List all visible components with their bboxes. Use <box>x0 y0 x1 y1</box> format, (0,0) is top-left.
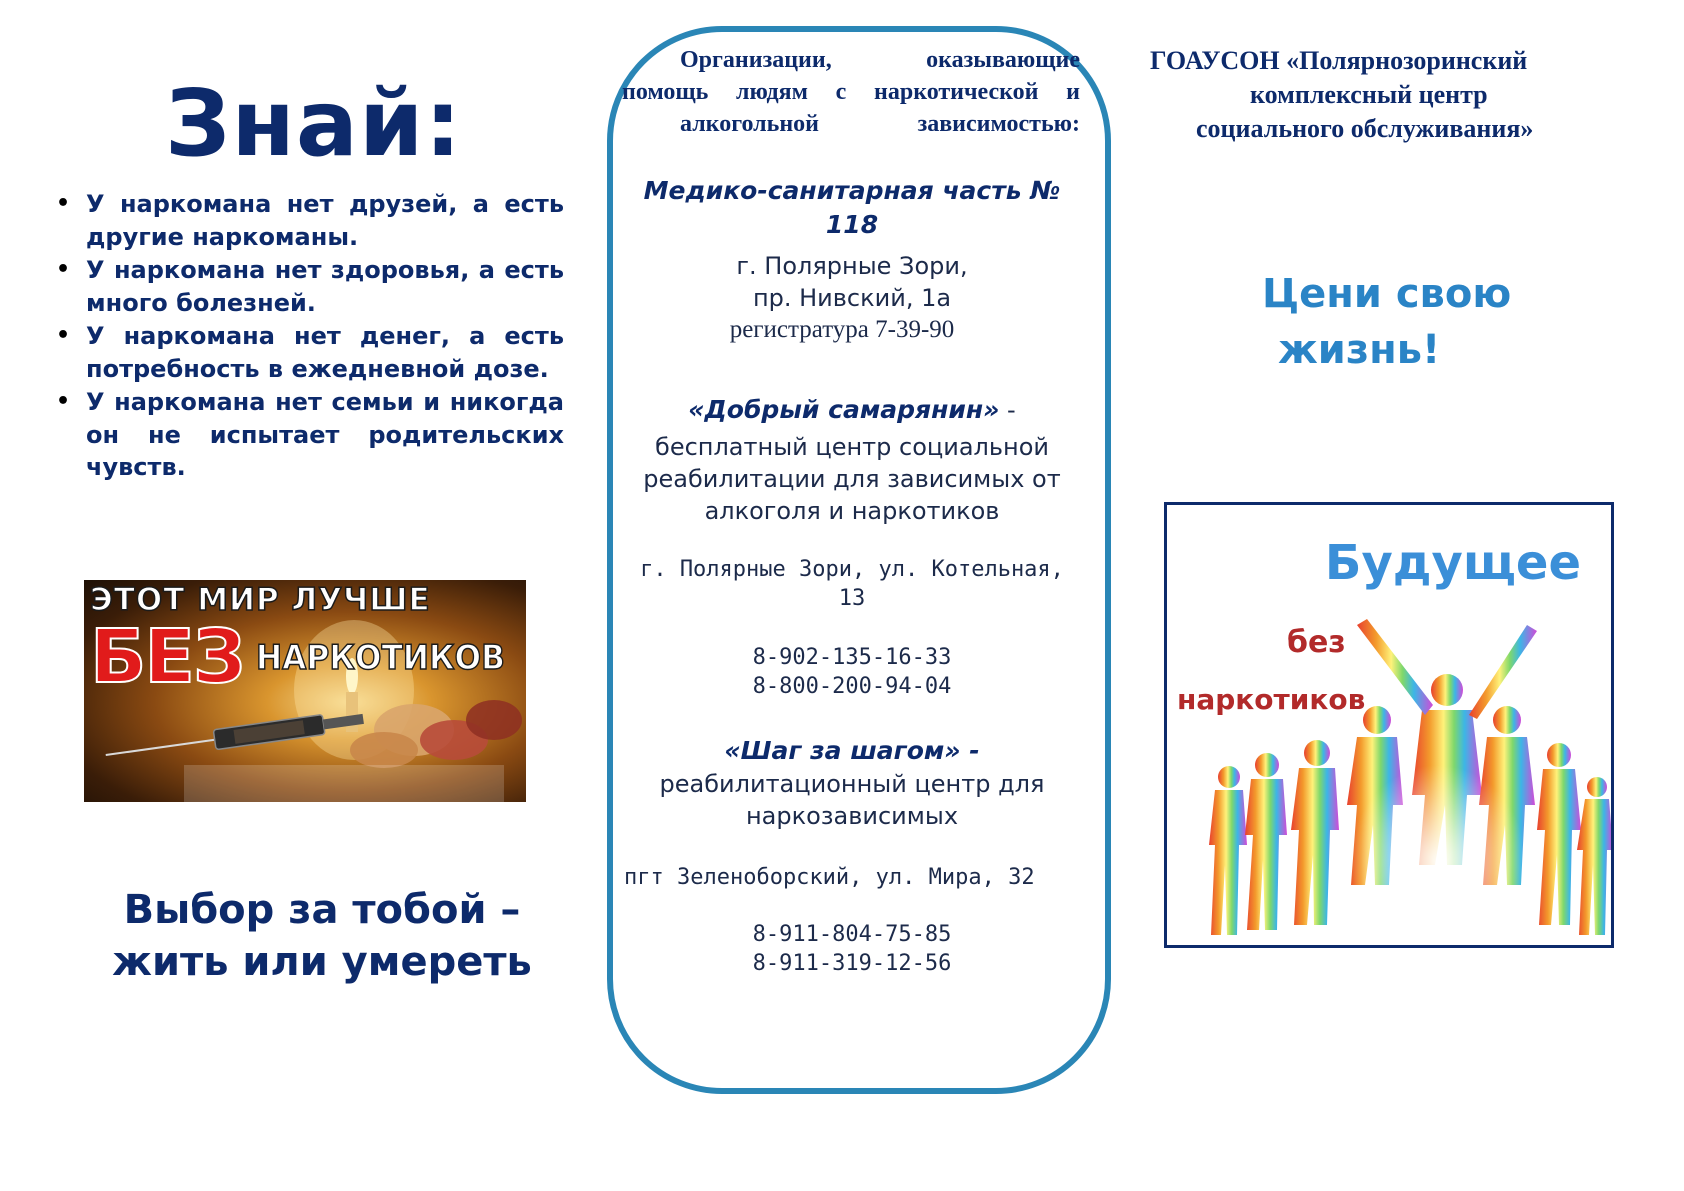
publisher-title <box>1150 44 1590 146</box>
fact-item: • У наркомана нет здоровья, а есть много болезней. <box>86 254 564 319</box>
org3-desc-line2: наркозависимых <box>745 802 959 830</box>
org2-address-line2: 13 <box>838 586 866 611</box>
org2-desc-line2: реабилитации для зависимых от <box>643 465 1061 493</box>
poster-word-future: Будущее <box>1324 535 1581 591</box>
org-good-samaritan <box>624 393 1080 701</box>
fact-item: • У наркомана нет семьи и никогда он не испытает родительских чувств. <box>86 386 564 484</box>
org2-name: «Добрый самарянин» <box>688 395 1000 424</box>
banner-text-line1: ЭТОТ МИР ЛУЧШЕ <box>90 582 431 618</box>
organizations-intro <box>622 44 1080 140</box>
choice-line1: Выбор за тобой – <box>123 887 521 933</box>
poster-word-drugs: наркотиков <box>1177 683 1366 716</box>
facts-list <box>52 188 564 485</box>
org-medical-unit <box>624 174 1080 344</box>
org2-address-line1: г. Полярные Зори, ул. Котельная, <box>640 557 1064 582</box>
choice-slogan <box>92 884 552 988</box>
org3-desc-line1: реабилитационный центр для <box>659 770 1045 798</box>
fact-item: • У наркомана нет денег, а есть потребность в ежедневной дозе. <box>86 320 564 385</box>
org3-phones <box>624 920 1080 978</box>
poster-word-without: без <box>1287 625 1346 660</box>
anti-drug-banner-image <box>84 580 526 802</box>
org-step-by-step <box>624 734 1080 832</box>
org1-name-line2: 118 <box>825 210 879 239</box>
publisher-line1: ГОАУСОН «Полярнозоринский <box>1150 46 1528 75</box>
future-without-drugs-poster <box>1164 502 1614 948</box>
org2-dash: - <box>999 396 1016 424</box>
intro-line2: алкогольной зависимостью: <box>680 111 1080 137</box>
org1-address-line2: пр. Нивский, 1а <box>752 284 952 312</box>
org2-phone2: 8-800-200-94-04 <box>752 674 952 699</box>
slogan-line2: жизнь! <box>1278 327 1441 373</box>
org3-address: пгт Зеленоборский, ул. Мира, 32 <box>624 865 1035 890</box>
org2-desc-line1: бесплатный центр социальной <box>655 433 1049 461</box>
org3-phone1: 8-911-804-75-85 <box>752 922 952 947</box>
org1-phone: регистратура 7-39-90 <box>729 316 955 343</box>
org2-phone1: 8-902-135-16-33 <box>752 645 952 670</box>
banner-text-drugs: НАРКОТИКОВ <box>256 638 505 678</box>
fact-item: • У наркомана нет друзей, а есть другие наркоманы. <box>86 188 564 253</box>
banner-text-without: БЕЗ <box>90 614 244 700</box>
choice-line2: жить или умереть <box>112 939 532 985</box>
intro-line1: Организации, оказывающие помощь людям с наркотической и <box>622 47 1080 105</box>
value-life-slogan <box>1262 266 1511 378</box>
org1-address-line1: г. Полярные Зори, <box>736 252 968 280</box>
org1-name-line1: Медико-санитарная часть № <box>643 176 1061 205</box>
org3-name: «Шаг за шагом» - <box>724 736 980 765</box>
org3-phone2: 8-911-319-12-56 <box>752 951 952 976</box>
publisher-line3: социального обслуживания» <box>1196 114 1534 143</box>
org2-desc-line3: алкоголя и наркотиков <box>704 497 1000 525</box>
heading-know: Знай: <box>165 70 463 177</box>
publisher-line2: комплексный центр <box>1250 80 1488 109</box>
slogan-line1: Цени свою <box>1262 271 1512 317</box>
